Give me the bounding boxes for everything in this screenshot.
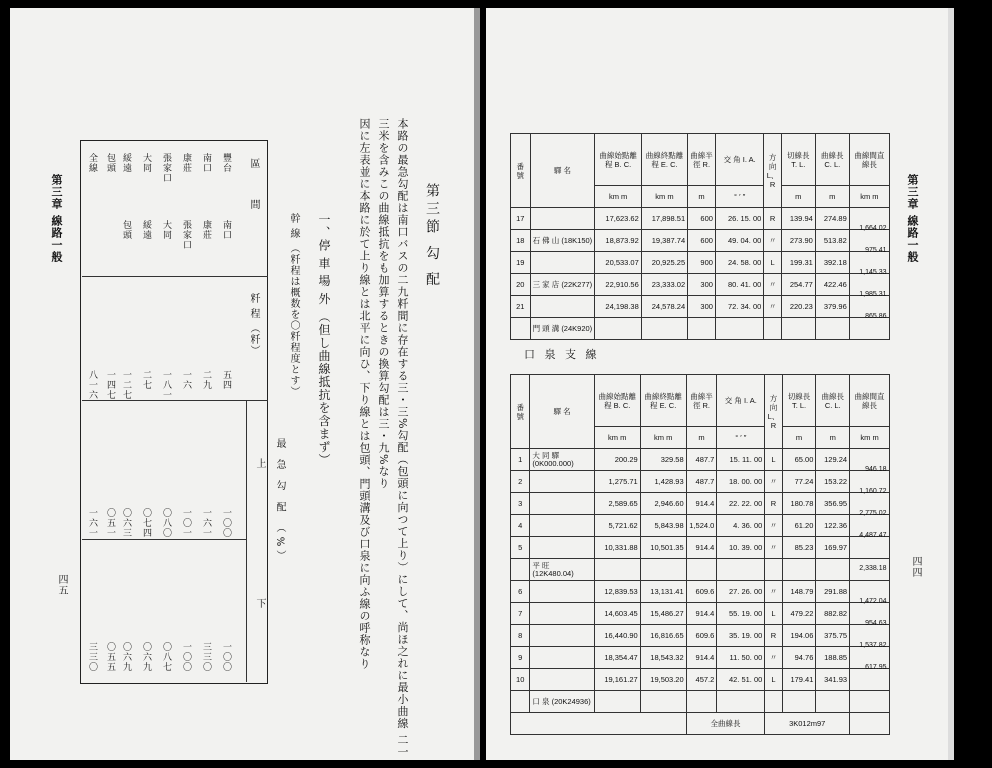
cell-ia: 80. 41. 00 bbox=[715, 274, 763, 296]
curve-row bbox=[511, 537, 890, 559]
curve-row bbox=[511, 471, 890, 493]
row-up: 〇六三 bbox=[121, 508, 131, 538]
cell-d: R bbox=[764, 208, 782, 230]
cell-tl bbox=[782, 559, 816, 581]
col-km: 粁 程 （粁） bbox=[248, 293, 259, 357]
row-down: 一〇〇 bbox=[181, 642, 191, 672]
cell-r: 487.7 bbox=[686, 471, 717, 493]
cell-d: 〃 bbox=[764, 230, 782, 252]
cell-bc: 5,721.62 bbox=[594, 515, 640, 537]
cell-tl: 479.22 bbox=[782, 603, 816, 625]
cell-bc bbox=[594, 559, 640, 581]
cell-st bbox=[530, 537, 594, 559]
curve-table-branch bbox=[510, 374, 890, 735]
cell-ec: 19,387.74 bbox=[641, 230, 687, 252]
cell-ec: 13,131.41 bbox=[640, 581, 686, 603]
cell-d: 〃 bbox=[765, 471, 782, 493]
th-ec: 曲線終點離程 E. C. bbox=[641, 134, 687, 186]
cell-tangent bbox=[850, 669, 890, 691]
cell-ia: 4. 36. 00 bbox=[717, 515, 765, 537]
th-no: 番 號 bbox=[511, 375, 530, 449]
cell-no: 6 bbox=[511, 581, 530, 603]
cell-tl: 65.00 bbox=[782, 449, 816, 471]
cell-bc: 18,873.92 bbox=[595, 230, 641, 252]
curve-row bbox=[511, 208, 890, 230]
total-row bbox=[511, 713, 890, 735]
cell-ia: 42. 51. 00 bbox=[717, 669, 765, 691]
curve-row bbox=[511, 559, 890, 581]
cell-r: 914.4 bbox=[686, 493, 717, 515]
cell-bc: 14,603.45 bbox=[594, 603, 640, 625]
cell-r: 600 bbox=[688, 230, 716, 252]
cell-d: L bbox=[765, 669, 782, 691]
cell-cl: 392.18 bbox=[815, 252, 849, 274]
cell-cl: 356.95 bbox=[816, 493, 850, 515]
cell-no: 10 bbox=[511, 669, 530, 691]
row-km: 二九 bbox=[201, 370, 211, 390]
cell-no: 5 bbox=[511, 537, 530, 559]
total-label: 全曲線長 bbox=[686, 713, 765, 735]
cell-st: 口 泉 (20K24936) bbox=[530, 691, 594, 713]
cell-ec: 329.58 bbox=[640, 449, 686, 471]
curve-row bbox=[511, 691, 890, 713]
cell-d bbox=[765, 691, 782, 713]
row-total: 全線 bbox=[87, 153, 97, 173]
cell-no: 2 bbox=[511, 471, 530, 493]
chapter-header: 第三章 線路一般 bbox=[50, 174, 63, 263]
row-up: 一〇一 bbox=[181, 508, 191, 538]
row-km: 五四 bbox=[221, 370, 231, 390]
unit: m bbox=[686, 427, 717, 449]
cell-ia: 22. 22. 00 bbox=[717, 493, 765, 515]
th-tangent: 曲線間直線長 bbox=[849, 134, 889, 186]
branch-title: 口 泉 支 線 bbox=[524, 348, 600, 361]
cell-cl bbox=[816, 559, 850, 581]
cell-r: 900 bbox=[688, 252, 716, 274]
tangent-value: 4,487.47 bbox=[859, 531, 887, 539]
unit: km m bbox=[595, 186, 641, 208]
cell-ec bbox=[641, 318, 687, 340]
cell-ec bbox=[640, 691, 686, 713]
cell-ia bbox=[715, 318, 763, 340]
cell-bc: 17,623.62 bbox=[595, 208, 641, 230]
th-ia: 交 角 I. A. bbox=[715, 134, 763, 186]
cell-bc: 200.29 bbox=[594, 449, 640, 471]
cell-cl: 379.96 bbox=[815, 296, 849, 318]
cell-tl: 273.90 bbox=[781, 230, 815, 252]
cell-bc: 10,331.88 bbox=[594, 537, 640, 559]
cell-tl bbox=[781, 318, 815, 340]
cell-ec: 5,843.98 bbox=[640, 515, 686, 537]
tangent-value: 1,985.31 bbox=[859, 290, 887, 298]
cell-tangent bbox=[849, 318, 889, 340]
cell-bc: 1,275.71 bbox=[594, 471, 640, 493]
cell-r: 300 bbox=[688, 296, 716, 318]
row-up: 一〇〇 bbox=[221, 508, 231, 538]
cell-no: 9 bbox=[511, 647, 530, 669]
th-no: 番 號 bbox=[511, 134, 531, 208]
page-number: 四四 bbox=[910, 556, 921, 578]
cell-tl: 139.94 bbox=[781, 208, 815, 230]
total-value: 3K012m97 bbox=[765, 713, 850, 735]
cell-bc: 24,198.38 bbox=[595, 296, 641, 318]
cell-cl bbox=[816, 691, 850, 713]
cell-ia: 49. 04. 00 bbox=[715, 230, 763, 252]
cell-ia: 15. 11. 00 bbox=[717, 449, 765, 471]
chapter-header: 第三章 線路一般 bbox=[906, 174, 919, 263]
tangent-value: 1,537.82 bbox=[859, 641, 887, 649]
cell-r: 914.4 bbox=[686, 603, 717, 625]
page-number: 四五 bbox=[56, 574, 67, 596]
unit: km m bbox=[849, 186, 889, 208]
subheading-trunk: 幹 線 （粁程は概数を〇粁程度とす） bbox=[288, 213, 299, 398]
cell-bc bbox=[595, 318, 641, 340]
cell-ec bbox=[640, 559, 686, 581]
cell-bc: 19,161.27 bbox=[594, 669, 640, 691]
cell-ec: 15,486.27 bbox=[640, 603, 686, 625]
cell-st: 門 頭 溝 (24K920) bbox=[530, 318, 595, 340]
curve-row bbox=[511, 449, 890, 471]
cell-no: 8 bbox=[511, 625, 530, 647]
cell-st bbox=[530, 471, 594, 493]
curve-row bbox=[511, 296, 890, 318]
cell-d: 〃 bbox=[764, 296, 782, 318]
body-line: 三米を含みこの曲線抵抗をも加算するときの換算勾配は三・九%なり bbox=[377, 118, 390, 490]
curve-row bbox=[511, 230, 890, 252]
cell-d: 〃 bbox=[765, 537, 782, 559]
cell-r: 609.6 bbox=[686, 625, 717, 647]
cell-st: 大 同 驛 (0K000.000) bbox=[530, 449, 594, 471]
cell-d bbox=[765, 559, 782, 581]
cell-d: R bbox=[765, 625, 782, 647]
cell-ec: 2,946.60 bbox=[640, 493, 686, 515]
cell-ec: 16,816.65 bbox=[640, 625, 686, 647]
cell-r bbox=[686, 559, 717, 581]
cell-no: 18 bbox=[511, 230, 531, 252]
cell-ec: 20,925.25 bbox=[641, 252, 687, 274]
row-from: 綏遠 bbox=[121, 153, 131, 173]
col-up: 上 bbox=[254, 458, 265, 469]
row-to: 張家口 bbox=[181, 220, 191, 250]
cell-st bbox=[530, 647, 594, 669]
row-down: 〇六九 bbox=[121, 642, 131, 672]
cell-no: 4 bbox=[511, 515, 530, 537]
cell-r: 914.4 bbox=[686, 647, 717, 669]
col-section: 區 間 bbox=[248, 158, 259, 224]
cell-cl: 274.89 bbox=[815, 208, 849, 230]
cell-ec: 17,898.51 bbox=[641, 208, 687, 230]
cell-st bbox=[530, 252, 595, 274]
page-edge bbox=[948, 8, 954, 760]
cell-tl: 61.20 bbox=[782, 515, 816, 537]
row-to: 綏遠 bbox=[141, 220, 151, 240]
cell-tl: 254.77 bbox=[781, 274, 815, 296]
cell-bc: 2,589.65 bbox=[594, 493, 640, 515]
unit: m bbox=[816, 427, 850, 449]
row-down: 〇六九 bbox=[141, 642, 151, 672]
unit: m bbox=[815, 186, 849, 208]
cell-cl: 129.24 bbox=[816, 449, 850, 471]
cell-bc: 18,354.47 bbox=[594, 647, 640, 669]
th-bc: 曲線始點離程 B. C. bbox=[594, 375, 640, 427]
row-km: 二七 bbox=[141, 370, 151, 390]
col-down: 下 bbox=[254, 598, 265, 609]
row-to: 包頭 bbox=[121, 220, 131, 240]
row-to: 大同 bbox=[161, 220, 171, 240]
row-up: 〇五一 bbox=[105, 508, 115, 538]
cell-ec: 23,333.02 bbox=[641, 274, 687, 296]
unit: km m bbox=[850, 427, 890, 449]
tangent-value: 2,775.02 bbox=[859, 509, 887, 517]
tangent-value: 2,338.18 bbox=[859, 564, 887, 572]
unit: m bbox=[688, 186, 716, 208]
cell-st bbox=[530, 515, 594, 537]
tangent-value: 954.63 bbox=[865, 619, 887, 627]
th-tangent: 曲線間直線長 bbox=[850, 375, 890, 427]
tangent-value: 1,145.33 bbox=[859, 268, 887, 276]
cell-st: 石 佛 山 (18K150) bbox=[530, 230, 595, 252]
left-page bbox=[10, 8, 474, 760]
cell-cl: 422.46 bbox=[815, 274, 849, 296]
cell-r: 300 bbox=[688, 274, 716, 296]
row-km: 一八一 bbox=[161, 370, 171, 400]
th-tl: 切線長 T. L. bbox=[781, 134, 815, 186]
cell-bc: 20,533.07 bbox=[595, 252, 641, 274]
row-from: 包頭 bbox=[105, 153, 115, 173]
th-cl: 曲線長 C. L. bbox=[816, 375, 850, 427]
row-km: 一四七 bbox=[105, 370, 115, 400]
subheading: 一、停 車 場 外 （但し曲線抵抗を含まず） bbox=[317, 213, 331, 467]
curve-table-main bbox=[510, 133, 890, 340]
row-down: 〇五五 bbox=[105, 642, 115, 672]
unit: m bbox=[781, 186, 815, 208]
cell-ia: 11. 50. 00 bbox=[717, 647, 765, 669]
row-down: 三三〇 bbox=[87, 642, 97, 672]
row-down: 三三〇 bbox=[201, 642, 211, 672]
cell-cl: 513.82 bbox=[815, 230, 849, 252]
cell-ia: 35. 19. 00 bbox=[717, 625, 765, 647]
tangent-value: 975.41 bbox=[865, 246, 887, 254]
th-bc: 曲線始點離程 B. C. bbox=[595, 134, 641, 186]
cell-ia: 26. 15. 00 bbox=[715, 208, 763, 230]
cell-tl: 85.23 bbox=[782, 537, 816, 559]
cell-d: 〃 bbox=[765, 647, 782, 669]
row-up: 〇八〇 bbox=[161, 508, 171, 538]
row-km: 八一六 bbox=[87, 370, 97, 400]
unit: m bbox=[782, 427, 816, 449]
cell-tl: 220.23 bbox=[781, 296, 815, 318]
cell-tl: 179.41 bbox=[782, 669, 816, 691]
cell-no bbox=[511, 559, 530, 581]
row-to: 康莊 bbox=[201, 220, 211, 240]
th-station: 驛 名 bbox=[530, 134, 595, 208]
cell-cl: 153.22 bbox=[816, 471, 850, 493]
curve-row bbox=[511, 318, 890, 340]
cell-no bbox=[511, 691, 530, 713]
curve-row bbox=[511, 625, 890, 647]
row-down: 一〇〇 bbox=[221, 642, 231, 672]
cell-tl bbox=[782, 691, 816, 713]
tangent-value: 1,160.72 bbox=[859, 487, 887, 495]
cell-st bbox=[530, 669, 594, 691]
cell-bc: 16,440.90 bbox=[594, 625, 640, 647]
cell-no bbox=[511, 318, 531, 340]
th-ec: 曲線終點離程 E. C. bbox=[640, 375, 686, 427]
cell-tl: 180.78 bbox=[782, 493, 816, 515]
cell-r: 457.2 bbox=[686, 669, 717, 691]
cell-ia bbox=[717, 691, 765, 713]
cell-st bbox=[530, 581, 594, 603]
cell-cl: 341.93 bbox=[816, 669, 850, 691]
cell-no: 7 bbox=[511, 603, 530, 625]
curve-row bbox=[511, 515, 890, 537]
curve-row bbox=[511, 669, 890, 691]
cell-no: 21 bbox=[511, 296, 531, 318]
cell-cl: 188.85 bbox=[816, 647, 850, 669]
th-station: 驛 名 bbox=[530, 375, 594, 449]
cell-cl: 169.97 bbox=[816, 537, 850, 559]
row-from: 豐台 bbox=[221, 153, 231, 173]
cell-ia: 27. 26. 00 bbox=[717, 581, 765, 603]
cell-ec: 24,578.24 bbox=[641, 296, 687, 318]
row-from: 南口 bbox=[201, 153, 211, 173]
cell-bc: 12,839.53 bbox=[594, 581, 640, 603]
cell-d: R bbox=[765, 493, 782, 515]
cell-cl: 375.75 bbox=[816, 625, 850, 647]
cell-d: 〃 bbox=[765, 515, 782, 537]
th-tl: 切線長 T. L. bbox=[782, 375, 816, 427]
body-line: 因に左表並に本路に於て上り線とは北平に向ひ、下り線とは包頭、門頭溝及び口泉に向ふ線の呼称なり bbox=[358, 118, 371, 670]
row-km: 一二七 bbox=[121, 370, 131, 400]
cell-st: 平 旺 (12K480.04) bbox=[530, 559, 594, 581]
cell-st: 三 家 店 (22K277) bbox=[530, 274, 595, 296]
body-line: 本路の最急勾配は南口バスの二九粁間に存在する三・三%勾配（包頭に向つて上り）にして、尚ほ之れに最小曲線 二一 bbox=[396, 118, 409, 758]
cell-cl: 291.88 bbox=[816, 581, 850, 603]
th-cl: 曲線長 C. L. bbox=[815, 134, 849, 186]
cell-ia: 55. 19. 00 bbox=[717, 603, 765, 625]
curve-row bbox=[511, 603, 890, 625]
row-up: 一六一 bbox=[87, 508, 97, 538]
cell-tangent bbox=[850, 537, 890, 559]
row-to: 南口 bbox=[221, 220, 231, 240]
tangent-value: 617.95 bbox=[865, 663, 887, 671]
th-dir: 方向 L、R bbox=[765, 375, 782, 449]
unit: ° ′ ″ bbox=[715, 186, 763, 208]
cell-ec: 10,501.35 bbox=[640, 537, 686, 559]
cell-r bbox=[686, 691, 717, 713]
cell-d: 〃 bbox=[764, 274, 782, 296]
cell-tl: 77.24 bbox=[782, 471, 816, 493]
cell-r: 609.6 bbox=[686, 581, 717, 603]
cell-tl: 194.06 bbox=[782, 625, 816, 647]
cell-st bbox=[530, 625, 594, 647]
page-gutter bbox=[474, 8, 480, 760]
cell-ia: 24. 58. 00 bbox=[715, 252, 763, 274]
cell-no: 17 bbox=[511, 208, 531, 230]
cell-cl: 122.36 bbox=[816, 515, 850, 537]
cell-d bbox=[764, 318, 782, 340]
th-r: 曲線半徑 R. bbox=[686, 375, 717, 427]
cell-r bbox=[688, 318, 716, 340]
cell-ec: 19,503.20 bbox=[640, 669, 686, 691]
cell-cl bbox=[815, 318, 849, 340]
cell-ia: 18. 00. 00 bbox=[717, 471, 765, 493]
cell-d: L bbox=[765, 449, 782, 471]
tangent-value: 865.86 bbox=[865, 312, 887, 320]
cell-tl: 148.79 bbox=[782, 581, 816, 603]
cell-st bbox=[530, 603, 594, 625]
cell-no: 3 bbox=[511, 493, 530, 515]
unit: km m bbox=[641, 186, 687, 208]
th-dir: 方向 L、R bbox=[764, 134, 782, 208]
cell-d: 〃 bbox=[765, 581, 782, 603]
cell-ia bbox=[717, 559, 765, 581]
cell-ec: 1,428.93 bbox=[640, 471, 686, 493]
row-km: 一六 bbox=[181, 370, 191, 390]
cell-tl: 199.31 bbox=[781, 252, 815, 274]
cell-d: L bbox=[764, 252, 782, 274]
cell-ia: 10. 39. 00 bbox=[717, 537, 765, 559]
cell-no: 20 bbox=[511, 274, 531, 296]
cell-r: 600 bbox=[688, 208, 716, 230]
row-from: 大同 bbox=[141, 153, 151, 173]
tangent-value: 1,472.04 bbox=[859, 597, 887, 605]
cell-st bbox=[530, 208, 595, 230]
right-page bbox=[486, 8, 948, 760]
cell-cl: 882.82 bbox=[816, 603, 850, 625]
cell-r: 1,524.0 bbox=[686, 515, 717, 537]
cell-st bbox=[530, 296, 595, 318]
tangent-value: 946.18 bbox=[865, 465, 887, 473]
unit: km m bbox=[594, 427, 640, 449]
cell-tl: 94.76 bbox=[782, 647, 816, 669]
row-up: 一六一 bbox=[201, 508, 211, 538]
col-grade: 最 急 勾 配 （%） bbox=[274, 438, 285, 565]
unit: km m bbox=[640, 427, 686, 449]
th-ia: 交 角 I. A. bbox=[717, 375, 765, 427]
th-r: 曲線半徑 R. bbox=[688, 134, 716, 186]
row-down: 〇八七 bbox=[161, 642, 171, 672]
section-title: 第三節 勾 配 bbox=[424, 183, 440, 290]
cell-st bbox=[530, 493, 594, 515]
cell-no: 19 bbox=[511, 252, 531, 274]
tangent-value: 1,664.02 bbox=[859, 224, 887, 232]
curve-row bbox=[511, 252, 890, 274]
row-from: 張家口 bbox=[161, 153, 171, 183]
cell-ia: 72. 34. 00 bbox=[715, 296, 763, 318]
unit: ° ′ ″ bbox=[717, 427, 765, 449]
row-up: 〇七四 bbox=[141, 508, 151, 538]
curve-row bbox=[511, 581, 890, 603]
row-from: 康莊 bbox=[181, 153, 191, 173]
cell-bc: 22,910.56 bbox=[595, 274, 641, 296]
gradient-table bbox=[80, 140, 268, 684]
curve-row bbox=[511, 647, 890, 669]
cell-r: 914.4 bbox=[686, 537, 717, 559]
cell-d: L bbox=[765, 603, 782, 625]
cell-ec: 18,543.32 bbox=[640, 647, 686, 669]
curve-row bbox=[511, 493, 890, 515]
cell-no: 1 bbox=[511, 449, 530, 471]
cell-tangent bbox=[850, 691, 890, 713]
cell-bc bbox=[594, 691, 640, 713]
curve-row bbox=[511, 274, 890, 296]
cell-r: 487.7 bbox=[686, 449, 717, 471]
